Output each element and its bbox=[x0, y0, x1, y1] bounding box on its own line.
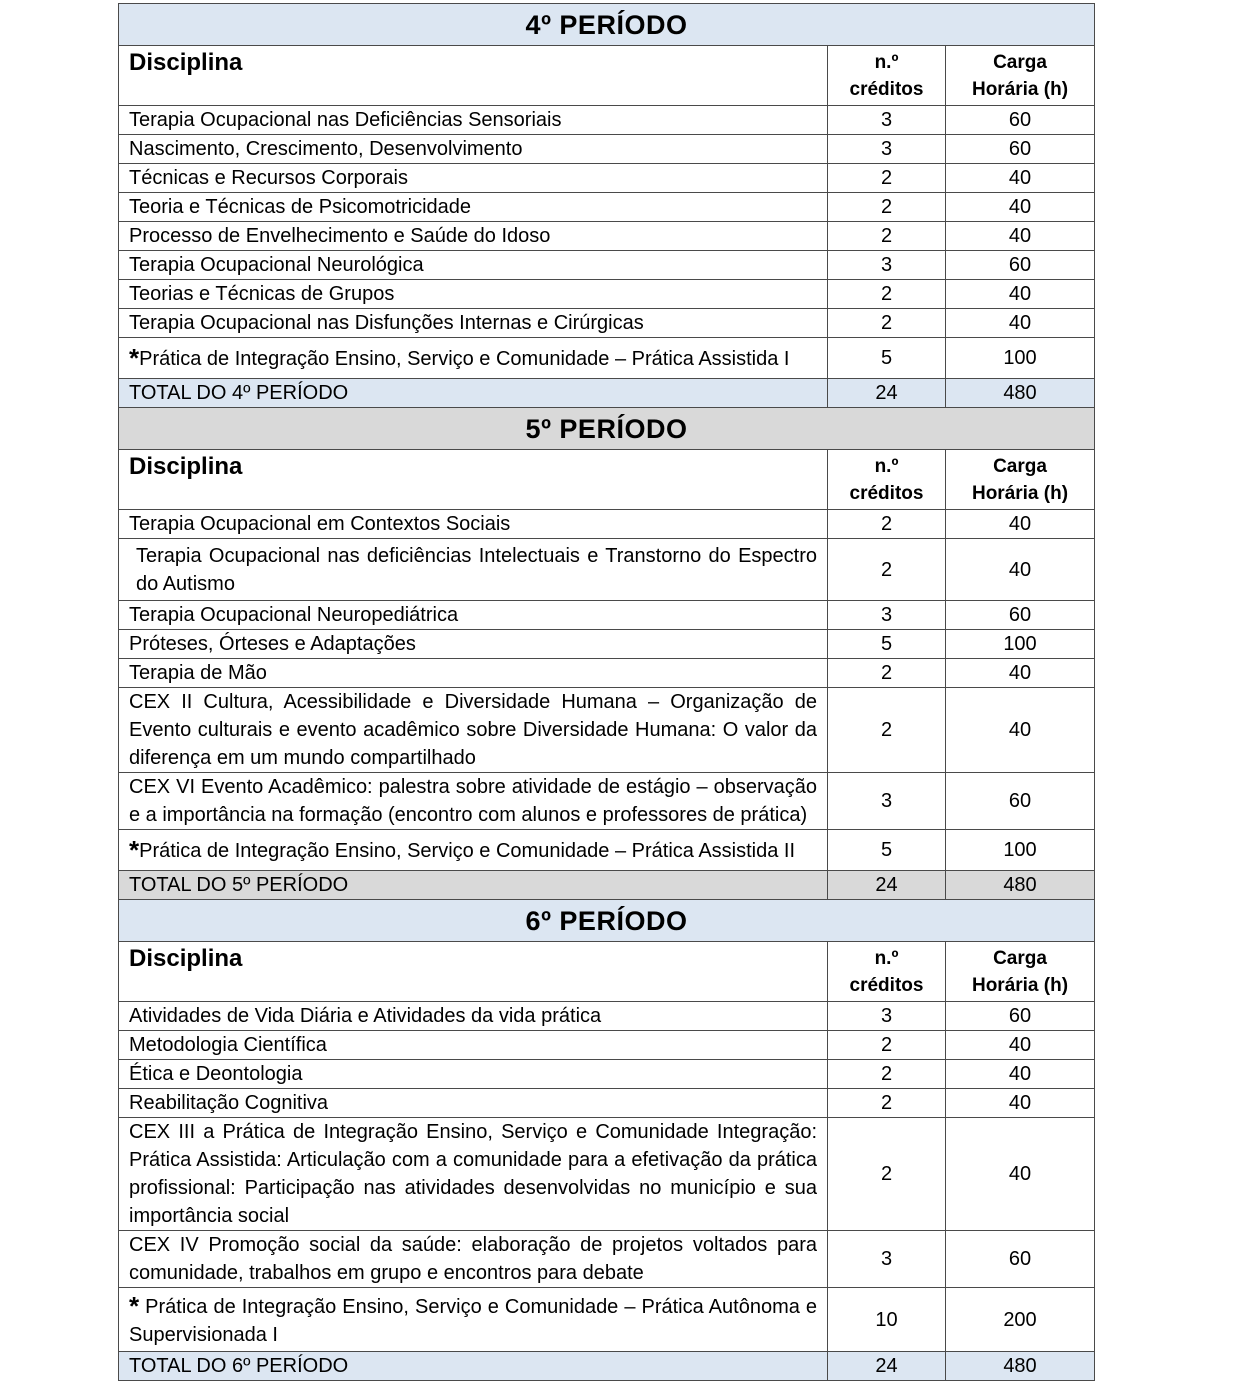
carga-cell: 200 bbox=[946, 1288, 1095, 1352]
total-label: TOTAL DO 5º PERÍODO bbox=[119, 871, 828, 900]
total-row bbox=[119, 379, 1095, 408]
disciplina-cell: CEX VI Evento Acadêmico: palestra sobre atividade de estágio – observação e a importância na formação (encontro com alunos e professores de prática) bbox=[119, 773, 828, 830]
table-row bbox=[119, 251, 1095, 280]
period-title: 5º PERÍODO bbox=[119, 408, 1095, 450]
table-row bbox=[119, 601, 1095, 630]
carga-cell: 40 bbox=[946, 688, 1095, 773]
column-header-row bbox=[119, 942, 1095, 1002]
carga-cell: 40 bbox=[946, 222, 1095, 251]
disciplina-header: Disciplina bbox=[119, 942, 828, 1002]
creditos-cell: 3 bbox=[828, 1231, 946, 1288]
carga-cell: 100 bbox=[946, 338, 1095, 379]
disciplina-cell: *Prática de Integração Ensino, Serviço e Comunidade – Prática Assistida II bbox=[119, 830, 828, 871]
creditos-header: n.º créditos bbox=[828, 942, 946, 1002]
table-row bbox=[119, 1089, 1095, 1118]
carga-cell: 40 bbox=[946, 193, 1095, 222]
period-header bbox=[119, 408, 1095, 450]
table-row bbox=[119, 1288, 1095, 1352]
creditos-cell: 2 bbox=[828, 1089, 946, 1118]
disciplina-cell: Terapia Ocupacional nas Disfunções Internas e Cirúrgicas bbox=[119, 309, 828, 338]
table-row bbox=[119, 1002, 1095, 1031]
disciplina-cell: Metodologia Científica bbox=[119, 1031, 828, 1060]
creditos-cell: 2 bbox=[828, 193, 946, 222]
disciplina-cell: Terapia Ocupacional Neurológica bbox=[119, 251, 828, 280]
disciplina-cell: CEX II Cultura, Acessibilidade e Diversidade Humana – Organização de Evento culturais e evento acadêmico sobre Diversidade Humana: O valor da diferença em um mundo compartilhado bbox=[119, 688, 828, 773]
total-label: TOTAL DO 4º PERÍODO bbox=[119, 379, 828, 408]
carga-header: Carga Horária (h) bbox=[946, 450, 1095, 510]
table-row bbox=[119, 510, 1095, 539]
carga-cell: 40 bbox=[946, 510, 1095, 539]
creditos-cell: 2 bbox=[828, 222, 946, 251]
disciplina-cell: *Prática de Integração Ensino, Serviço e Comunidade – Prática Assistida I bbox=[119, 338, 828, 379]
creditos-cell: 3 bbox=[828, 251, 946, 280]
period-header bbox=[119, 4, 1095, 46]
curriculum-table bbox=[118, 3, 1095, 1381]
disciplina-cell: CEX IV Promoção social da saúde: elaboração de projetos voltados para comunidade, trabalhos em grupo e encontros para debate bbox=[119, 1231, 828, 1288]
creditos-cell: 2 bbox=[828, 309, 946, 338]
period-title: 4º PERÍODO bbox=[119, 4, 1095, 46]
total-carga: 480 bbox=[946, 871, 1095, 900]
table-row bbox=[119, 193, 1095, 222]
table-row bbox=[119, 106, 1095, 135]
total-row bbox=[119, 871, 1095, 900]
creditos-cell: 10 bbox=[828, 1288, 946, 1352]
carga-cell: 40 bbox=[946, 164, 1095, 193]
disciplina-cell: Próteses, Órteses e Adaptações bbox=[119, 630, 828, 659]
disciplina-cell: Terapia Ocupacional nas Deficiências Sensoriais bbox=[119, 106, 828, 135]
creditos-cell: 5 bbox=[828, 630, 946, 659]
table-row bbox=[119, 222, 1095, 251]
carga-cell: 100 bbox=[946, 630, 1095, 659]
creditos-cell: 2 bbox=[828, 1118, 946, 1231]
creditos-cell: 5 bbox=[828, 338, 946, 379]
disciplina-cell: Terapia de Mão bbox=[119, 659, 828, 688]
table-row bbox=[119, 773, 1095, 830]
carga-header: Carga Horária (h) bbox=[946, 942, 1095, 1002]
disciplina-header: Disciplina bbox=[119, 46, 828, 106]
carga-cell: 40 bbox=[946, 1118, 1095, 1231]
creditos-cell: 3 bbox=[828, 106, 946, 135]
carga-cell: 40 bbox=[946, 280, 1095, 309]
carga-cell: 40 bbox=[946, 1060, 1095, 1089]
total-row bbox=[119, 1352, 1095, 1381]
total-creditos: 24 bbox=[828, 1352, 946, 1381]
table-row bbox=[119, 309, 1095, 338]
column-header-row bbox=[119, 450, 1095, 510]
table-row bbox=[119, 539, 1095, 601]
disciplina-cell: Terapia Ocupacional em Contextos Sociais bbox=[119, 510, 828, 539]
creditos-cell: 2 bbox=[828, 164, 946, 193]
period-title: 6º PERÍODO bbox=[119, 900, 1095, 942]
disciplina-cell: Reabilitação Cognitiva bbox=[119, 1089, 828, 1118]
table-row bbox=[119, 1031, 1095, 1060]
carga-cell: 60 bbox=[946, 135, 1095, 164]
total-label: TOTAL DO 6º PERÍODO bbox=[119, 1352, 828, 1381]
creditos-cell: 2 bbox=[828, 539, 946, 601]
disciplina-header: Disciplina bbox=[119, 450, 828, 510]
disciplina-cell: Teoria e Técnicas de Psicomotricidade bbox=[119, 193, 828, 222]
carga-cell: 100 bbox=[946, 830, 1095, 871]
table-row bbox=[119, 688, 1095, 773]
asterisk-mark: * bbox=[129, 1291, 140, 1321]
carga-cell: 40 bbox=[946, 539, 1095, 601]
carga-cell: 40 bbox=[946, 1031, 1095, 1060]
total-carga: 480 bbox=[946, 379, 1095, 408]
carga-cell: 40 bbox=[946, 659, 1095, 688]
creditos-cell: 2 bbox=[828, 688, 946, 773]
carga-cell: 60 bbox=[946, 1231, 1095, 1288]
table-row bbox=[119, 659, 1095, 688]
creditos-cell: 2 bbox=[828, 280, 946, 309]
disciplina-cell: * Prática de Integração Ensino, Serviço e Comunidade – Prática Autônoma e Supervisionada I bbox=[119, 1288, 828, 1352]
creditos-cell: 3 bbox=[828, 135, 946, 164]
creditos-cell: 5 bbox=[828, 830, 946, 871]
asterisk-mark: * bbox=[129, 342, 140, 373]
creditos-header: n.º créditos bbox=[828, 450, 946, 510]
disciplina-cell: CEX III a Prática de Integração Ensino, Serviço e Comunidade Integração: Prática Assistida: Articulação com a comunidade para a efetivação da prática profissional: Participação nas atividades desenvolvidas no município e sua importância social bbox=[119, 1118, 828, 1231]
disciplina-cell: Terapia Ocupacional nas deficiências Intelectuais e Transtorno do Espectro do Autismo bbox=[119, 539, 828, 601]
period-header bbox=[119, 900, 1095, 942]
carga-cell: 60 bbox=[946, 106, 1095, 135]
creditos-cell: 2 bbox=[828, 1060, 946, 1089]
asterisk-mark: * bbox=[129, 834, 140, 865]
disciplina-cell: Técnicas e Recursos Corporais bbox=[119, 164, 828, 193]
table-row bbox=[119, 338, 1095, 379]
carga-cell: 60 bbox=[946, 601, 1095, 630]
creditos-cell: 3 bbox=[828, 773, 946, 830]
table-row bbox=[119, 830, 1095, 871]
total-carga: 480 bbox=[946, 1352, 1095, 1381]
creditos-cell: 3 bbox=[828, 1002, 946, 1031]
total-creditos: 24 bbox=[828, 379, 946, 408]
total-creditos: 24 bbox=[828, 871, 946, 900]
carga-cell: 60 bbox=[946, 773, 1095, 830]
creditos-cell: 2 bbox=[828, 659, 946, 688]
carga-cell: 40 bbox=[946, 1089, 1095, 1118]
disciplina-cell: Nascimento, Crescimento, Desenvolvimento bbox=[119, 135, 828, 164]
disciplina-cell: Teorias e Técnicas de Grupos bbox=[119, 280, 828, 309]
disciplina-cell: Ética e Deontologia bbox=[119, 1060, 828, 1089]
disciplina-cell: Terapia Ocupacional Neuropediátrica bbox=[119, 601, 828, 630]
table-row bbox=[119, 1118, 1095, 1231]
carga-cell: 60 bbox=[946, 251, 1095, 280]
creditos-cell: 2 bbox=[828, 1031, 946, 1060]
creditos-cell: 3 bbox=[828, 601, 946, 630]
table-row bbox=[119, 1231, 1095, 1288]
disciplina-cell: Processo de Envelhecimento e Saúde do Idoso bbox=[119, 222, 828, 251]
table-row bbox=[119, 164, 1095, 193]
table-row bbox=[119, 630, 1095, 659]
creditos-cell: 2 bbox=[828, 510, 946, 539]
table-row bbox=[119, 135, 1095, 164]
carga-cell: 40 bbox=[946, 309, 1095, 338]
disciplina-cell: Atividades de Vida Diária e Atividades da vida prática bbox=[119, 1002, 828, 1031]
table-row bbox=[119, 280, 1095, 309]
column-header-row bbox=[119, 46, 1095, 106]
carga-header: Carga Horária (h) bbox=[946, 46, 1095, 106]
carga-cell: 60 bbox=[946, 1002, 1095, 1031]
creditos-header: n.º créditos bbox=[828, 46, 946, 106]
table-row bbox=[119, 1060, 1095, 1089]
